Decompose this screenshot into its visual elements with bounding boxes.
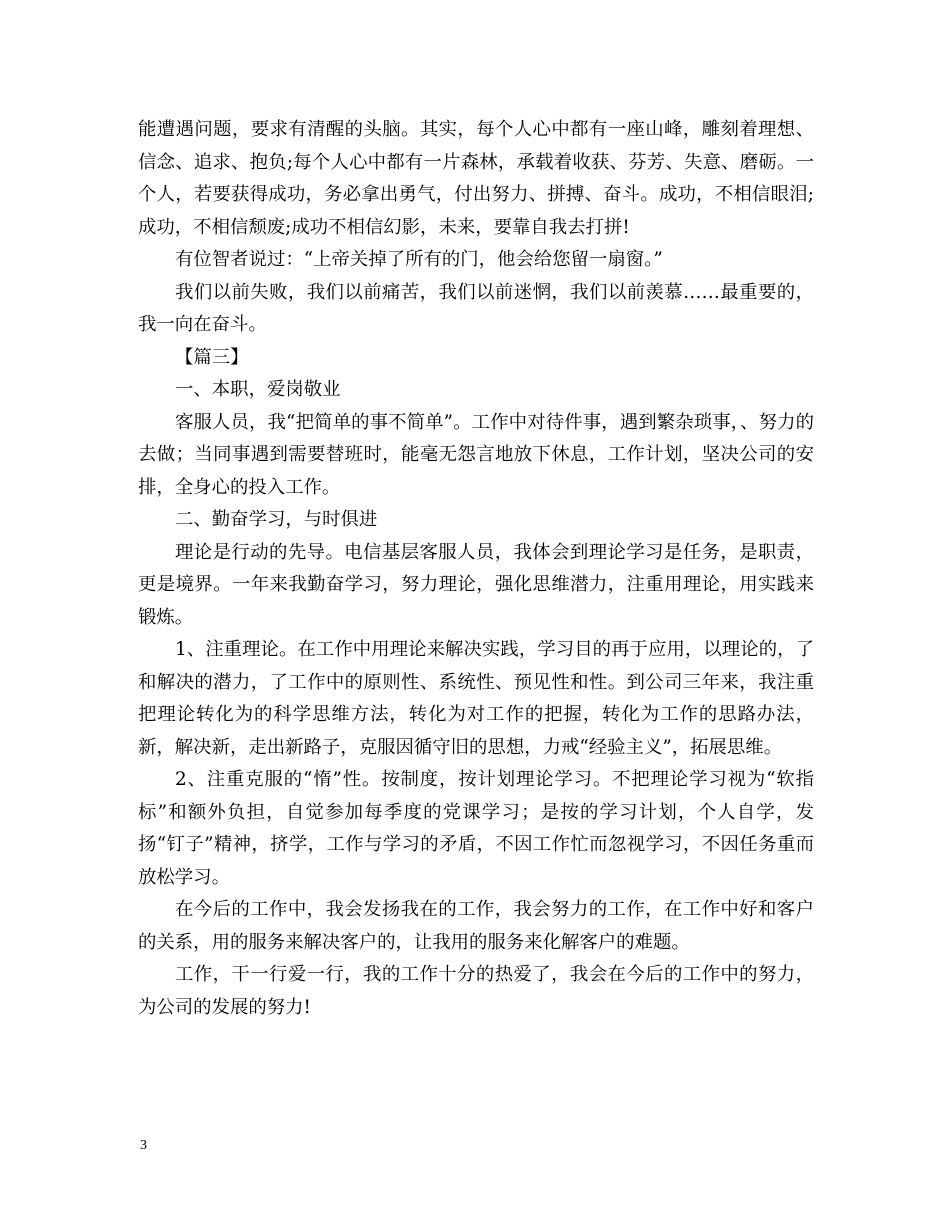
body-paragraph: 能遭遇问题，要求有清醒的头脑。其实，每个人心中都有一座山峰，雕刻着理想、信念、追求、抱负;每个人心中都有一片森林，承载着收获、芬芳、失意、磨砺。一个人，若要获得成功，务必拿出勇气，付出努力、拼搏、奋斗。成功，不相信眼泪;成功，不相信颓废;成功不相信幻影，未来，要靠自我去打拼! [138, 119, 814, 238]
closing-paragraph: 工作，干一行爱一行，我的工作十分的热爱了，我会在今后的工作中的努力，为公司的发展的努力! [138, 964, 814, 1018]
quote-paragraph: 有位智者说过：“上帝关掉了所有的门，他会给您留一扇窗。” [175, 249, 663, 270]
section-heading: 【篇三】 [175, 346, 249, 368]
document-body [138, 114, 814, 1024]
list-paragraph: 1、注重理论。在工作中用理论来解决实践，学习目的再于应用，以理论的，了和解决的潜力，了工作中的原则性、系统性、预见性和性。到公司三年来，我注重把理论转化为的科学思维方法，转化为对工作的把握，转化为工作的思路办法，新，解决新，走出新路子，克服因循守旧的思想，力戒“经验主义”，拓展思维。 [138, 639, 814, 758]
body-paragraph: 在今后的工作中，我会发扬我在的工作，我会努力的工作，在工作中好和客户的关系，用的服务来解决客户的，让我用的服务来化解客户的难题。 [138, 899, 814, 953]
body-paragraph: 客服人员，我“把简单的事不简单”。工作中对待件事，遇到繁杂琐事，、努力的去做；当同事遇到需要替班时，能毫无怨言地放下休息，工作计划，坚决公司的安排，全身心的投入工作。 [138, 411, 814, 498]
body-paragraph: 我们以前失败，我们以前痛苦，我们以前迷惘，我们以前羡慕……最重要的，我一向在奋斗。 [138, 281, 814, 335]
subsection-heading: 一、本职，爱岗敬业 [175, 379, 341, 400]
subsection-heading: 二、勤奋学习，与时俱进 [175, 509, 378, 530]
page-number: 3 [140, 1138, 147, 1153]
list-paragraph: 2、注重克服的“惰”性。按制度，按计划理论学习。不把理论学习视为“软指标”和额外负担，自觉参加每季度的党课学习；是按的学习计划，个人自学，发扬“钉子”精神，挤学，工作与学习的矛盾，不因工作忙而忽视学习，不因任务重而放松学习。 [138, 769, 814, 888]
body-paragraph: 理论是行动的先导。电信基层客服人员，我体会到理论学习是任务，是职责，更是境界。一年来我勤奋学习，努力理论，强化思维潜力，注重用理论，用实践来锻炼。 [138, 541, 814, 628]
